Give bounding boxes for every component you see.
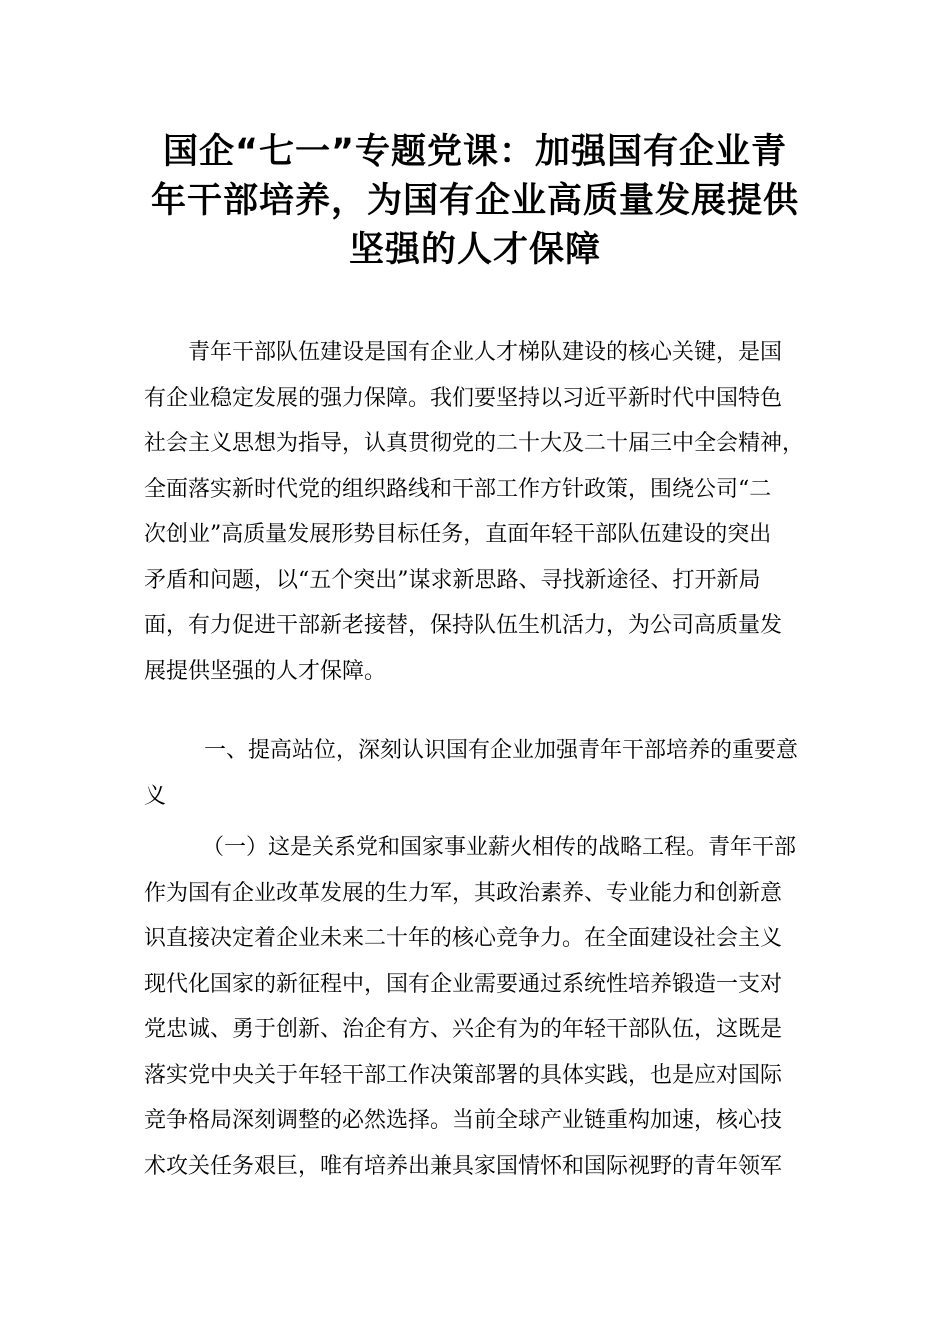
title-line: 坚强的人才保障: [348, 230, 601, 270]
text-line: 展提供坚强的人才保障。: [144, 658, 387, 684]
text-line: 青年干部队伍建设是国有企业人才梯队建设的核心关键，是国: [188, 340, 783, 365]
paragraph-section-1-1: [144, 825, 820, 1189]
section-heading-1: [144, 728, 820, 819]
text-line: 社会主义思想为指导，认真贯彻党的二十大及二十届三中全会精神，: [144, 431, 805, 456]
text-line: 党忠诚、勇于创新、治企有方、兴企有为的年轻干部队伍，这既是: [144, 1017, 783, 1042]
text-line: 面，有力促进干部新老接替，保持队伍生机活力，为公司高质量发: [144, 613, 783, 638]
text-line: 术攻关任务艰巨，唯有培养出兼具家国情怀和国际视野的青年领军: [144, 1153, 783, 1179]
text-line: 矛盾和问题，以“五个突出”谋求新思路、寻找新途径、打开新局: [144, 567, 761, 593]
heading-line: 一、提高站位，深刻认识国有企业加强青年干部培养的重要意: [204, 738, 799, 763]
text-line: 作为国有企业改革发展的生力军，其政治素养、专业能力和创新意: [144, 880, 783, 906]
document-title: [120, 128, 830, 275]
title-line: 年干部培养，为国有企业高质量发展提供: [150, 181, 799, 221]
text-line: 竞争格局深刻调整的必然选择。当前全球产业链重构加速，核心技: [144, 1108, 783, 1133]
title-line: 国企“七一”专题党课：加强国有企业青: [162, 132, 787, 172]
text-line: 现代化国家的新征程中，国有企业需要通过系统性培养锻造一支对: [144, 971, 783, 997]
text-line: 识直接决定着企业未来二十年的核心竞争力。在全面建设社会主义: [144, 926, 783, 951]
heading-line: 义: [144, 783, 167, 809]
text-line: （一）这是关系党和国家事业薪火相传的战略工程。青年干部: [202, 835, 797, 860]
text-line: 落实党中央关于年轻干部工作决策部署的具体实践，也是应对国际: [144, 1062, 783, 1088]
text-line: 次创业”高质量发展形势目标任务，直面年轻干部队伍建设的突出: [144, 522, 772, 547]
paragraph-intro: [144, 330, 820, 694]
text-line: 全面落实新时代党的组织路线和干部工作方针政策，围绕公司“二: [144, 476, 772, 502]
text-line: 有企业稳定发展的强力保障。我们要坚持以习近平新时代中国特色: [144, 385, 783, 411]
